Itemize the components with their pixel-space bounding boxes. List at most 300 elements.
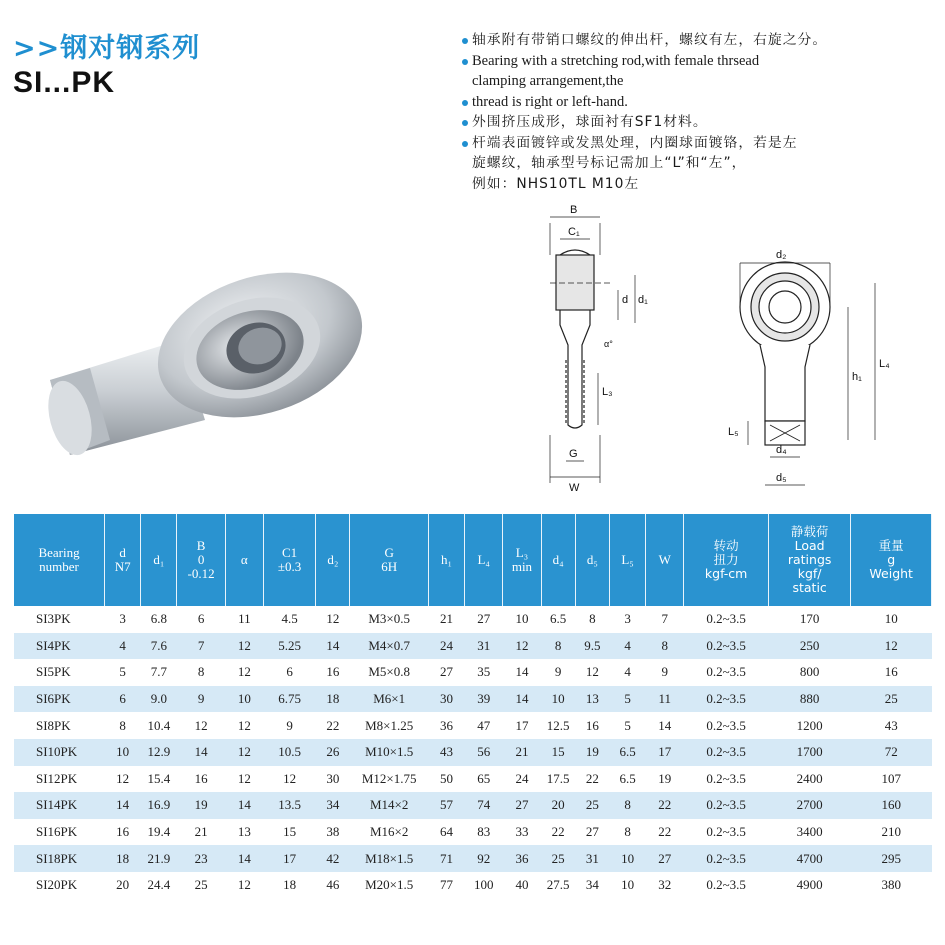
table-cell: 6.5: [541, 606, 575, 633]
table-cell: 22: [316, 712, 350, 739]
column-header: [768, 514, 850, 606]
table-cell: 43: [851, 712, 932, 739]
header-line: static: [792, 580, 827, 595]
dim-l4-label: L₄: [879, 358, 890, 370]
table-cell: 21: [428, 606, 464, 633]
table-cell: 17: [503, 712, 541, 739]
table-cell: 10: [503, 606, 541, 633]
bearing-number-cell: SI8PK: [14, 712, 105, 739]
table-cell: 14: [105, 792, 141, 819]
header-line: kgf/: [797, 566, 822, 581]
table-cell: 38: [316, 819, 350, 846]
table-cell: 18: [316, 686, 350, 713]
table-cell: 27.5: [541, 872, 575, 899]
header-line: kgf-cm: [704, 566, 748, 581]
header-line: d: [119, 545, 126, 560]
table-row: [14, 792, 932, 819]
table-cell: 2400: [768, 766, 850, 793]
table-cell: 27: [575, 819, 609, 846]
column-header: [105, 514, 141, 606]
table-row: [14, 606, 932, 633]
table-cell: 1700: [768, 739, 850, 766]
bearing-number-cell: SI16PK: [14, 819, 105, 846]
table-cell: 64: [428, 819, 464, 846]
column-header: [575, 514, 609, 606]
table-cell: 72: [851, 739, 932, 766]
model-title: SI...PK: [13, 66, 116, 99]
header-line: N7: [114, 559, 131, 574]
dim-d-label: d: [622, 294, 629, 306]
table-cell: 22: [575, 766, 609, 793]
table-cell: M10×1.5: [350, 739, 428, 766]
table-cell: 74: [465, 792, 503, 819]
table-cell: 6.8: [141, 606, 177, 633]
note-line: [462, 174, 932, 195]
table-cell: 0.2~3.5: [684, 872, 769, 899]
header-line: d₅: [586, 552, 598, 567]
table-cell: 4: [609, 633, 645, 660]
table-cell: 0.2~3.5: [684, 659, 769, 686]
table-cell: 7.6: [141, 633, 177, 660]
dim-d1-label: d₁: [638, 294, 648, 306]
header-line: number: [39, 559, 79, 574]
table-cell: 10: [105, 739, 141, 766]
header-line: G: [384, 545, 394, 560]
header-line: -0.12: [187, 566, 215, 581]
header-line: Weight: [869, 566, 913, 581]
header-line: L₅: [621, 552, 634, 567]
table-cell: 50: [428, 766, 464, 793]
table-cell: 12: [177, 712, 225, 739]
table-cell: 14: [225, 792, 263, 819]
note-text: Bearing with a stretching rod,with female thrsead: [472, 52, 760, 69]
table-cell: 12: [225, 659, 263, 686]
table-cell: M18×1.5: [350, 845, 428, 872]
table-cell: 25: [177, 872, 225, 899]
note-line: [462, 51, 932, 72]
column-header: [141, 514, 177, 606]
table-cell: 35: [465, 659, 503, 686]
bullet-icon: [462, 120, 468, 126]
table-row: [14, 872, 932, 899]
table-cell: 56: [465, 739, 503, 766]
bearing-number-cell: SI10PK: [14, 739, 105, 766]
table-cell: 12: [105, 766, 141, 793]
column-header: [428, 514, 464, 606]
table-row: [14, 739, 932, 766]
header-line: d₂: [327, 552, 339, 567]
column-header: [609, 514, 645, 606]
dim-d4-label: d₄: [776, 444, 787, 456]
header-line: 扭力: [713, 552, 739, 567]
table-cell: 16.9: [141, 792, 177, 819]
table-cell: 25: [541, 845, 575, 872]
table-cell: 4: [105, 633, 141, 660]
table-cell: M20×1.5: [350, 872, 428, 899]
table-cell: 800: [768, 659, 850, 686]
bearing-number-cell: SI5PK: [14, 659, 105, 686]
table-cell: 5: [609, 712, 645, 739]
table-cell: 2700: [768, 792, 850, 819]
table-cell: 5: [609, 686, 645, 713]
table-cell: 5: [105, 659, 141, 686]
note-line: [462, 133, 932, 154]
dim-w-label: W: [569, 482, 580, 494]
header-line: ratings: [787, 552, 832, 567]
header-line: ±0.3: [277, 559, 302, 574]
table-cell: 16: [575, 712, 609, 739]
table-cell: 10: [609, 872, 645, 899]
table-cell: 6.75: [263, 686, 315, 713]
header-line: min: [511, 559, 533, 574]
table-cell: 31: [465, 633, 503, 660]
table-cell: 14: [316, 633, 350, 660]
table-cell: 0.2~3.5: [684, 686, 769, 713]
table-cell: 10: [609, 845, 645, 872]
table-cell: 16: [851, 659, 932, 686]
bearing-number-cell: SI12PK: [14, 766, 105, 793]
table-cell: 30: [428, 686, 464, 713]
table-cell: 250: [768, 633, 850, 660]
table-cell: 12.9: [141, 739, 177, 766]
table-cell: 160: [851, 792, 932, 819]
table-cell: 14: [503, 659, 541, 686]
note-line: [462, 112, 932, 133]
table-cell: 27: [646, 845, 684, 872]
table-cell: 32: [646, 872, 684, 899]
table-cell: 11: [646, 686, 684, 713]
note-text: 外围挤压成形，球面衬有SF1材料。: [472, 114, 708, 130]
table-cell: 8: [609, 792, 645, 819]
table-cell: 12: [225, 766, 263, 793]
table-cell: 42: [316, 845, 350, 872]
table-cell: 5.25: [263, 633, 315, 660]
table-cell: 8: [575, 606, 609, 633]
table-cell: 21: [177, 819, 225, 846]
table-cell: 22: [541, 819, 575, 846]
table-cell: 34: [575, 872, 609, 899]
dim-l3-label: L₃: [602, 386, 613, 398]
bearing-number-cell: SI18PK: [14, 845, 105, 872]
table-cell: 34: [316, 792, 350, 819]
table-cell: 27: [465, 606, 503, 633]
table-cell: 9: [263, 712, 315, 739]
table-cell: 9.5: [575, 633, 609, 660]
column-header: [177, 514, 225, 606]
header-line: 0: [197, 552, 205, 567]
header-line: Load: [794, 538, 825, 553]
table-cell: 13: [225, 819, 263, 846]
header-line: B: [196, 538, 206, 553]
table-cell: 15: [541, 739, 575, 766]
table-cell: 17.5: [541, 766, 575, 793]
table-cell: 20: [541, 792, 575, 819]
table-cell: 7.7: [141, 659, 177, 686]
table-cell: 13: [575, 686, 609, 713]
table-cell: 3: [105, 606, 141, 633]
table-cell: 14: [177, 739, 225, 766]
table-cell: 100: [465, 872, 503, 899]
table-cell: 9: [177, 686, 225, 713]
table-cell: 6: [105, 686, 141, 713]
table-cell: 40: [503, 872, 541, 899]
table-cell: 17: [263, 845, 315, 872]
table-cell: 65: [465, 766, 503, 793]
table-cell: 92: [465, 845, 503, 872]
table-cell: 8: [105, 712, 141, 739]
table-cell: M14×2: [350, 792, 428, 819]
table-cell: M16×2: [350, 819, 428, 846]
table-cell: 18: [263, 872, 315, 899]
bearing-number-cell: SI4PK: [14, 633, 105, 660]
table-cell: 6: [177, 606, 225, 633]
table-cell: 8: [646, 633, 684, 660]
table-cell: 107: [851, 766, 932, 793]
column-header: [684, 514, 769, 606]
bullet-icon: [462, 100, 468, 106]
table-cell: 20: [105, 872, 141, 899]
table-row: [14, 659, 932, 686]
table-cell: 24: [503, 766, 541, 793]
header-line: d₄: [552, 552, 564, 567]
table-cell: 12: [263, 766, 315, 793]
table-cell: 10: [541, 686, 575, 713]
table-cell: 12: [225, 712, 263, 739]
dim-b-label: B: [570, 204, 578, 216]
dim-c1-label: C₁: [568, 226, 580, 238]
table-cell: 47: [465, 712, 503, 739]
table-row: [14, 845, 932, 872]
bullet-icon: [462, 38, 468, 44]
table-cell: 27: [503, 792, 541, 819]
table-cell: 27: [428, 659, 464, 686]
header-line: 转动: [713, 538, 739, 553]
technical-drawing: [520, 195, 920, 495]
column-header: [14, 514, 105, 606]
table-cell: 9.0: [141, 686, 177, 713]
table-cell: 21.9: [141, 845, 177, 872]
note-text: 旋螺纹，轴承型号标记需加上“L”和“左”，: [472, 155, 747, 171]
table-header-row: [14, 514, 932, 606]
table-cell: 24: [428, 633, 464, 660]
table-cell: 14: [503, 686, 541, 713]
table-cell: 25: [575, 792, 609, 819]
column-header: [263, 514, 315, 606]
note-line: [462, 30, 932, 51]
column-header: [465, 514, 503, 606]
table-cell: 8: [177, 659, 225, 686]
table-row: [14, 766, 932, 793]
table-cell: 16: [177, 766, 225, 793]
dim-d5-label: d₅: [776, 472, 787, 484]
dim-d2-label: d₂: [776, 249, 787, 261]
table-cell: 10: [851, 606, 932, 633]
table-cell: 9: [646, 659, 684, 686]
table-cell: 0.2~3.5: [684, 792, 769, 819]
table-cell: 0.2~3.5: [684, 712, 769, 739]
table-cell: 13.5: [263, 792, 315, 819]
table-cell: M8×1.25: [350, 712, 428, 739]
note-text: 例如：NHS10TL M10左: [472, 175, 640, 192]
table-cell: 23: [177, 845, 225, 872]
table-cell: 36: [428, 712, 464, 739]
table-cell: 3400: [768, 819, 850, 846]
table-cell: 12: [503, 633, 541, 660]
table-row: [14, 712, 932, 739]
table-cell: 16: [105, 819, 141, 846]
series-title: >>钢对钢系列: [13, 33, 201, 64]
specification-table: [14, 514, 932, 899]
table-cell: 19: [177, 792, 225, 819]
bearing-number-cell: SI6PK: [14, 686, 105, 713]
dim-h1-label: h₁: [852, 371, 862, 383]
table-cell: 22: [646, 792, 684, 819]
note-line: [462, 71, 932, 92]
header-line: 6H: [381, 559, 398, 574]
bullet-icon: [462, 141, 468, 147]
bearing-number-cell: SI14PK: [14, 792, 105, 819]
table-cell: 11: [225, 606, 263, 633]
column-header: [646, 514, 684, 606]
table-cell: 170: [768, 606, 850, 633]
table-cell: 1200: [768, 712, 850, 739]
column-header: [503, 514, 541, 606]
dim-alpha-label: α°: [604, 339, 613, 349]
note-text: 轴承附有带销口螺纹的伸出杆，螺纹有左，右旋之分。: [472, 32, 828, 48]
header-line: h₁: [441, 552, 453, 567]
note-line: [462, 153, 932, 174]
table-cell: 0.2~3.5: [684, 845, 769, 872]
note-text: 杆端表面镀锌或发黑处理，内圈球面镀铬，若是左: [472, 134, 798, 151]
header-line: W: [658, 552, 671, 567]
table-cell: 77: [428, 872, 464, 899]
table-row: [14, 819, 932, 846]
table-cell: M3×0.5: [350, 606, 428, 633]
table-cell: 880: [768, 686, 850, 713]
header-line: d₁: [153, 552, 165, 567]
table-cell: 4.5: [263, 606, 315, 633]
note-text: clamping arrangement,the: [472, 73, 624, 89]
table-cell: 0.2~3.5: [684, 766, 769, 793]
note-line: [462, 92, 932, 113]
table-cell: 7: [177, 633, 225, 660]
table-cell: 33: [503, 819, 541, 846]
table-cell: 12.5: [541, 712, 575, 739]
table-cell: 17: [646, 739, 684, 766]
dim-l5-label: L₅: [728, 426, 739, 438]
side-view: [550, 217, 635, 483]
table-cell: 0.2~3.5: [684, 819, 769, 846]
table-row: [14, 633, 932, 660]
table-cell: 18: [105, 845, 141, 872]
table-cell: 9: [541, 659, 575, 686]
table-cell: 6: [263, 659, 315, 686]
table-cell: 3: [609, 606, 645, 633]
table-cell: 14: [646, 712, 684, 739]
table-cell: M12×1.75: [350, 766, 428, 793]
table-cell: 14: [225, 845, 263, 872]
table-cell: 12: [225, 872, 263, 899]
table-cell: 83: [465, 819, 503, 846]
column-header: [851, 514, 932, 606]
table-cell: 43: [428, 739, 464, 766]
table-cell: 12: [851, 633, 932, 660]
table-cell: 24.4: [141, 872, 177, 899]
bullet-icon: [462, 59, 468, 65]
table-cell: 19.4: [141, 819, 177, 846]
column-header: [350, 514, 428, 606]
table-cell: 15: [263, 819, 315, 846]
table-cell: 46: [316, 872, 350, 899]
header-line: 重量: [878, 538, 904, 553]
header-line: L₃: [515, 545, 529, 560]
table-cell: 12: [575, 659, 609, 686]
table-cell: M5×0.8: [350, 659, 428, 686]
table-cell: 19: [646, 766, 684, 793]
table-cell: 57: [428, 792, 464, 819]
table-cell: 6.5: [609, 766, 645, 793]
table-cell: 12: [225, 633, 263, 660]
column-header: [541, 514, 575, 606]
table-cell: 39: [465, 686, 503, 713]
table-cell: 6.5: [609, 739, 645, 766]
header-line: g: [887, 552, 896, 567]
table-cell: 8: [609, 819, 645, 846]
table-cell: 4900: [768, 872, 850, 899]
bearing-number-cell: SI3PK: [14, 606, 105, 633]
header-line: 静载荷: [790, 524, 829, 539]
table-cell: M6×1: [350, 686, 428, 713]
table-cell: 380: [851, 872, 932, 899]
table-cell: 26: [316, 739, 350, 766]
table-cell: 10: [225, 686, 263, 713]
table-cell: 25: [851, 686, 932, 713]
table-cell: 22: [646, 819, 684, 846]
table-cell: 12: [316, 606, 350, 633]
table-cell: 36: [503, 845, 541, 872]
header-line: α: [240, 552, 248, 567]
table-cell: 295: [851, 845, 932, 872]
table-cell: 4700: [768, 845, 850, 872]
table-cell: 0.2~3.5: [684, 606, 769, 633]
table-cell: M4×0.7: [350, 633, 428, 660]
table-cell: 10.4: [141, 712, 177, 739]
dim-g-label: G: [569, 448, 578, 460]
header-line: L₄: [477, 552, 490, 567]
table-cell: 7: [646, 606, 684, 633]
column-header: [316, 514, 350, 606]
table-cell: 8: [541, 633, 575, 660]
table-cell: 31: [575, 845, 609, 872]
table-cell: 71: [428, 845, 464, 872]
table-cell: 30: [316, 766, 350, 793]
table-cell: 10.5: [263, 739, 315, 766]
table-cell: 21: [503, 739, 541, 766]
bearing-number-cell: SI20PK: [14, 872, 105, 899]
feature-notes: [462, 30, 932, 194]
table-cell: 0.2~3.5: [684, 739, 769, 766]
product-photo: [30, 270, 370, 470]
table-row: [14, 686, 932, 713]
header-line: Bearing: [38, 545, 80, 560]
note-text: thread is right or left-hand.: [472, 93, 628, 110]
column-header: [225, 514, 263, 606]
table-cell: 210: [851, 819, 932, 846]
table-cell: 19: [575, 739, 609, 766]
table-cell: 4: [609, 659, 645, 686]
header-line: C1: [282, 545, 298, 560]
table-cell: 16: [316, 659, 350, 686]
